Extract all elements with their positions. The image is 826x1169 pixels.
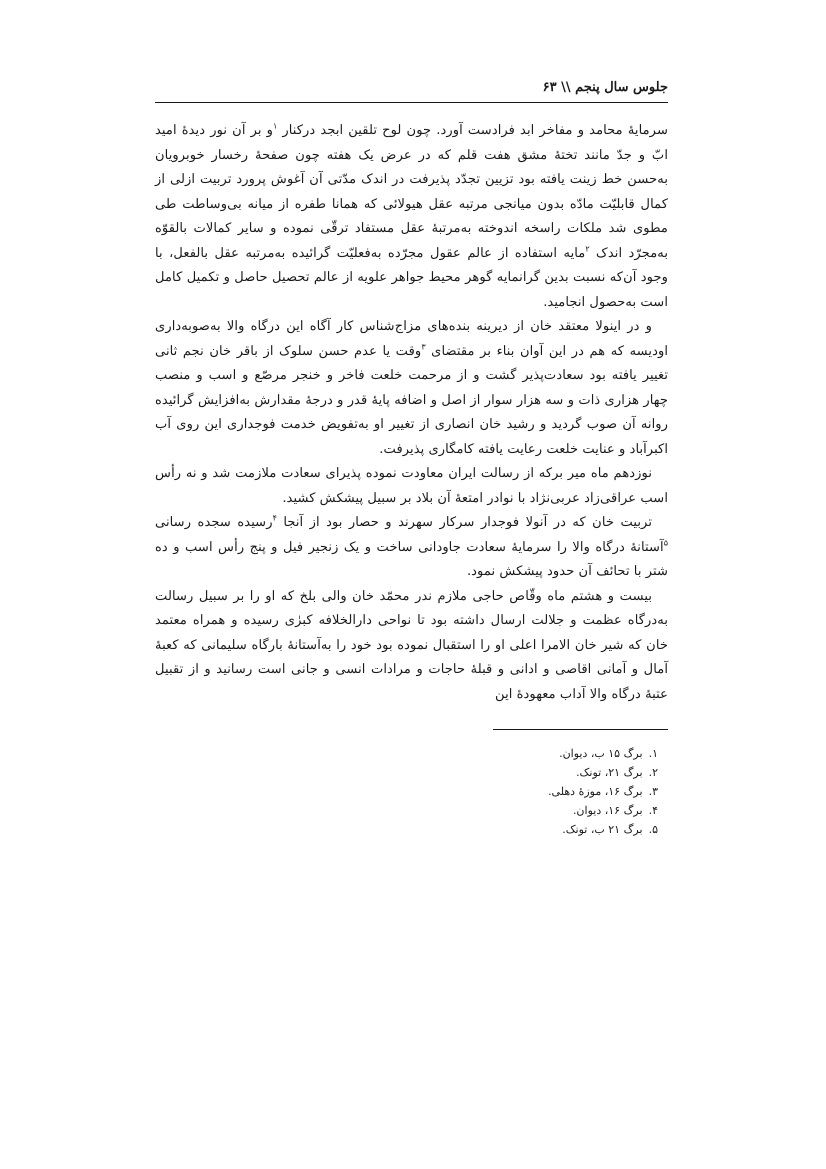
- paragraph-text: وقت یا عدم حسن سلوک از باقر خان نجم ثانی تغییر یافته بود سعادت‌پذیر گشت و از مرحمت خلعت فاخر و خنجر مرصّع و اسب و منصب چهار هزاری ذات و سه هزار سوار از اصل و اضافه پایهٔ قدر و درجهٔ مقدارش به‌افزایش گرائیده روانه آن صوب گردید و رشید خان انصاری از تغییر او به‌تفویض خدمت فوجداری این روی آب اکبرآباد و عنایت خلعت رعایت یافته کامگاری پذیرفت.: [155, 343, 668, 457]
- body-text: [155, 119, 668, 707]
- footnote-text: برگ ۱۵ ب، دیوان.: [559, 747, 643, 760]
- footnote-reference: ۱: [273, 121, 278, 131]
- paragraph-text: و بر آن نور دیدهٔ امید ابّ و جدّ مانند تختهٔ مشق هفت قلم که در عرض یک هفته چون صفحهٔ رخسار خوبرویان به‌حسن خط زینت یافته بود تزیین تجدّد پذیرفت در اندک مدّتی آن آغوش پرورد تربیت ازلی از کمال قابلیّت مادّه بدون میانجی مرتبه عقل هیولائی که همانا طفره از میانه بی‌وساطت طی مطوی شد ملکات راسخه اندوخته به‌مرتبهٔ عقل مستفاد ترقّی نموده و سایر کمالات بالقوّه به‌مجرّد اندک: [155, 123, 668, 261]
- footnote-item: [155, 744, 658, 763]
- paragraph-text: تربیت خان که در آنولا فوجدار سرکار سهرند و حصار بود از آنجا: [276, 515, 652, 530]
- footnotes-list: [155, 744, 668, 839]
- paragraph: [155, 511, 668, 585]
- footnote-item: [155, 782, 658, 801]
- paragraph: [155, 585, 668, 708]
- footnote-item: [155, 801, 658, 820]
- footnote-separator: [493, 729, 668, 730]
- footnote-text: برگ ۲۱ ب، تونک.: [562, 823, 643, 836]
- paragraph: [155, 119, 668, 315]
- paragraph-text: مایه استفاده از عالم عقول مجرّده به‌فعلیّت گرائیده به‌مرتبه عقل بالفعل، با وجود آن‌که نسبت بدین گرانمایه گوهر محیط جواهر علویه از عالم تحصیل حاصل و تکمیل کامل است به‌حصول انجامید.: [155, 245, 668, 310]
- footnote-reference: ۲: [585, 244, 590, 254]
- footnote-number: ۴.: [648, 804, 658, 817]
- footnote-item: [155, 820, 658, 839]
- footnote-number: ۵.: [648, 823, 658, 836]
- footnote-reference: ۴: [272, 513, 277, 523]
- footnote-reference: ۳: [421, 342, 426, 352]
- footnote-text: برگ ۲۱، تونک.: [576, 766, 643, 779]
- paragraph-text: بیست و هشتم ماه وقّاص حاجی ملازم ندر محمّد خان والی بلخ که او را بر سبیل رسالت به‌درگاه عظمت و جلالت ارسال داشته بود تا نواحی دارالخلافه کبرٰی رسیده و همراه معتمد خان که شیر خان الامرا اعلی او را استقبال نموده بود خود را به‌آستانهٔ بارگاه سلیمانی که کعبهٔ آمال و آمانی اقاصی و ادانی و قبلهٔ حاجات و مرادات انسی و جانی است رسانید و از تقبیل عتبهٔ درگاه والا آداب معهودهٔ این: [155, 588, 668, 702]
- paragraph-text: رسیده سجده رسانی: [155, 515, 273, 530]
- paragraph-text: نوزدهم ماه میر برکه از رسالت ایران معاودت نموده پذیرای سعادت ملازمت شد و نه رأس اسب عراقی‌زاد عربی‌نژاد با نوادر امتعهٔ آن بلاد بر سبیل پیشکش کشید.: [155, 466, 668, 506]
- paragraph-text: سرمایهٔ محامد و مفاخر ابد فرادست آورد. چون لوح تلقین ابجد درکنار: [277, 123, 668, 138]
- book-page: [155, 78, 668, 839]
- footnote-number: ۲.: [648, 766, 658, 779]
- running-head: جلوس سال پنجم \\ ۶۳: [155, 78, 668, 103]
- paragraph-text: آستانهٔ درگاه والا را سرمایهٔ سعادت جاودانی ساخت و یک زنجیر فیل و پنج رأس اسب و ده شتر با تحائف آن حدود پیشکش نمود.: [155, 539, 668, 579]
- footnote-item: [155, 763, 658, 782]
- footnote-text: برگ ۱۶، موزهٔ دهلی.: [548, 785, 643, 798]
- paragraph: [155, 315, 668, 462]
- paragraph: [155, 462, 668, 511]
- footnote-reference: ۵: [663, 538, 668, 548]
- footnote-number: ۱.: [648, 747, 658, 760]
- footnote-number: ۳.: [648, 785, 658, 798]
- footnote-text: برگ ۱۶، دیوان.: [572, 804, 643, 817]
- paragraph-text: و در اینولا معتقد خان از دیرینه بنده‌های مزاج‌شناس کار آگاه این درگاه والا به‌صوبه‌داری اودیسه که هم در این آوان بناء بر مقتضای: [155, 319, 668, 359]
